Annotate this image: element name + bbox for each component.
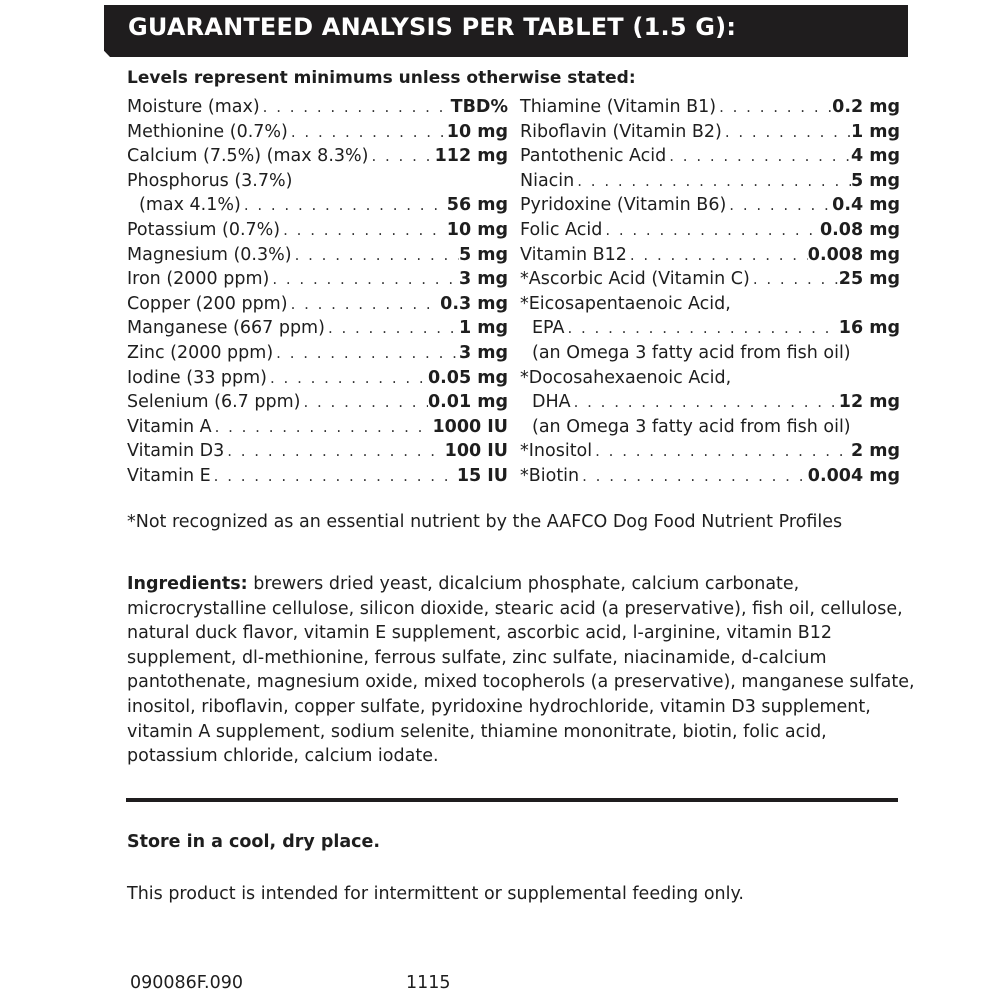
- analysis-row: [520, 341, 900, 366]
- leader-dots: [211, 464, 457, 489]
- analysis-row: [520, 267, 900, 292]
- analysis-row: [520, 120, 900, 145]
- nutrient-value: 0.05 mg: [427, 367, 508, 388]
- leader-dots: [564, 316, 838, 341]
- nutrient-name: *Biotin: [520, 465, 580, 486]
- nutrient-name: Riboflavin (Vitamin B2): [520, 121, 722, 142]
- analysis-row: [520, 439, 900, 464]
- nutrient-value: TBD%: [450, 97, 508, 117]
- nutrient-name: *Docosahexaenoic Acid,: [520, 367, 732, 388]
- leader-dots: [267, 366, 428, 391]
- analysis-row: [127, 169, 508, 194]
- analysis-column-left: [127, 95, 508, 489]
- analysis-row: [127, 144, 508, 169]
- storage-instruction: Store in a cool, dry place.: [127, 832, 381, 852]
- nutrient-name: Manganese (667 ppm): [127, 318, 325, 339]
- analysis-row: [520, 316, 900, 341]
- nutrient-name: DHA: [532, 392, 571, 413]
- nutrient-value: 1000 IU: [432, 416, 508, 437]
- analysis-row: [127, 464, 508, 489]
- nutrient-name: Zinc (2000 ppm): [127, 342, 274, 363]
- ingredients-paragraph: [127, 572, 917, 769]
- nutrient-name: *Eicosapentaenoic Acid,: [520, 293, 731, 314]
- analysis-subtitle: Levels represent minimums unless otherwise stated:: [127, 68, 636, 88]
- analysis-row: [127, 120, 508, 145]
- nutrient-value: 0.01 mg: [427, 392, 508, 413]
- nutrient-value: 16 mg: [838, 318, 900, 339]
- analysis-row: [127, 95, 508, 120]
- nutrient-name: EPA: [532, 318, 565, 339]
- analysis-row: [520, 193, 900, 218]
- nutrient-name: Vitamin A: [127, 416, 212, 437]
- analysis-row: [127, 341, 508, 366]
- divider: [126, 798, 898, 802]
- nutrient-value: 0.008 mg: [807, 244, 900, 265]
- nutrient-name: *Ascorbic Acid (Vitamin C): [520, 269, 750, 290]
- analysis-row: [127, 218, 508, 243]
- nutrient-name: Vitamin D3: [127, 441, 225, 462]
- analysis-row: [520, 366, 900, 391]
- nutrient-value: 12 mg: [838, 392, 900, 413]
- leader-dots: [212, 415, 433, 440]
- nutrient-value: 112 mg: [434, 146, 508, 167]
- leader-dots: [579, 464, 808, 489]
- leader-dots: [666, 144, 851, 169]
- nutrient-value: 10 mg: [446, 219, 508, 240]
- analysis-row: [520, 415, 900, 440]
- nutrient-name: Methionine (0.7%): [127, 121, 288, 142]
- nutrient-value: 2 mg: [850, 441, 900, 462]
- leader-dots: [602, 218, 820, 243]
- intended-use-statement: This product is intended for intermittent or supplemental feeding only.: [127, 884, 744, 904]
- nutrient-value: 0.08 mg: [819, 219, 900, 240]
- nutrient-value: 0.004 mg: [807, 465, 900, 486]
- analysis-row: [127, 316, 508, 341]
- date-code: 1115: [406, 973, 451, 993]
- analysis-row: [127, 390, 508, 415]
- analysis-column-right: [520, 95, 900, 489]
- leader-dots: [273, 341, 459, 366]
- nutrient-value: 25 mg: [838, 269, 900, 290]
- nutrient-name: Folic Acid: [520, 219, 603, 240]
- analysis-row: [127, 243, 508, 268]
- leader-dots: [627, 243, 808, 268]
- leader-dots: [571, 390, 839, 415]
- leader-dots: [722, 120, 851, 145]
- nutrient-value: 0.4 mg: [832, 195, 900, 216]
- nutrient-value: 5 mg: [458, 244, 508, 265]
- nutrient-name: *Inositol: [520, 441, 593, 462]
- nutrient-value: 3 mg: [458, 342, 508, 363]
- leader-dots: [716, 95, 832, 120]
- nutrient-name: Potassium (0.7%): [127, 219, 281, 240]
- nutrient-name: Vitamin B12: [520, 244, 627, 265]
- analysis-row: [520, 292, 900, 317]
- leader-dots: [288, 120, 447, 145]
- ingredients-text: brewers dried yeast, dicalcium phosphate, calcium carbonate, microcrystalline cellulose, silicon dioxide, stearic acid (a preservative), fish oil, cellulose, natural duck flavor, vitamin E supplement, ascorbic acid, l-arginine, vitamin B12 supplement, dl-methionine, ferrous sulfate, zinc sulfate, niacinamide, d-calcium pantothenate, magnesium oxide, mixed tocopherols (a preservative), manganese sulfate, inositol, riboflavin, copper sulfate, pyridoxine hydrochloride, vitamin D3 supplement, vitamin A supplement, sodium selenite, thiamine mononitrate, biotin, folic acid, potassium chloride, calcium iodate.: [127, 574, 915, 767]
- nutrient-name: Selenium (6.7 ppm): [127, 392, 301, 413]
- leader-dots: [288, 292, 441, 317]
- analysis-row: [520, 218, 900, 243]
- analysis-row: [127, 193, 508, 218]
- nutrient-value: 100 IU: [444, 441, 508, 462]
- analysis-row: [127, 267, 508, 292]
- nutrient-name: Vitamin E: [127, 465, 211, 486]
- nutrient-value: 0.3 mg: [440, 293, 508, 314]
- nutrient-name: Moisture (max): [127, 97, 260, 117]
- leader-dots: [292, 243, 459, 268]
- leader-dots: [224, 439, 444, 464]
- leader-dots: [592, 439, 851, 464]
- analysis-row: [520, 169, 900, 194]
- leader-dots: [368, 144, 434, 169]
- nutrient-note: (an Omega 3 fatty acid from fish oil): [532, 342, 851, 363]
- nutrient-name: Iodine (33 ppm): [127, 367, 268, 388]
- nutrient-note: (an Omega 3 fatty acid from fish oil): [532, 416, 851, 437]
- leader-dots: [300, 390, 427, 415]
- leader-dots: [241, 193, 447, 218]
- nutrient-name: Phosphorus (3.7%): [127, 170, 293, 191]
- nutrient-value: 0.2 mg: [832, 97, 900, 117]
- nutrient-name: Copper (200 ppm): [127, 293, 288, 314]
- analysis-row: [520, 95, 900, 120]
- leader-dots: [726, 193, 832, 218]
- analysis-row: [520, 144, 900, 169]
- nutrient-name: Calcium (7.5%) (max 8.3%): [127, 146, 369, 167]
- nutrient-value: 1 mg: [850, 121, 900, 142]
- leader-dots: [750, 267, 839, 292]
- nutrient-name: Thiamine (Vitamin B1): [520, 97, 717, 117]
- analysis-row: [127, 366, 508, 391]
- nutrient-value: 15 IU: [456, 465, 508, 486]
- analysis-row: [520, 390, 900, 415]
- analysis-row: [127, 415, 508, 440]
- aafco-footnote: *Not recognized as an essential nutrient by the AAFCO Dog Food Nutrient Profiles: [127, 512, 843, 532]
- nutrient-value: 4 mg: [850, 146, 900, 167]
- leader-dots: [325, 316, 459, 341]
- leader-dots: [574, 169, 851, 194]
- nutrient-name: Pyridoxine (Vitamin B6): [520, 195, 727, 216]
- leader-dots: [280, 218, 447, 243]
- nutrient-name: Pantothenic Acid: [520, 146, 667, 167]
- nutrient-name: Iron (2000 ppm): [127, 269, 270, 290]
- nutrient-name: (max 4.1%): [139, 195, 241, 216]
- nutrient-value: 10 mg: [446, 121, 508, 142]
- page-title: GUARANTEED ANALYSIS PER TABLET (1.5 G):: [128, 13, 737, 41]
- ingredients-label: Ingredients:: [127, 574, 248, 594]
- analysis-row: [127, 292, 508, 317]
- nutrient-value: 1 mg: [458, 318, 508, 339]
- leader-dots: [269, 267, 459, 292]
- nutrient-name: Magnesium (0.3%): [127, 244, 292, 265]
- analysis-row: [520, 464, 900, 489]
- nutrient-value: 56 mg: [446, 195, 508, 216]
- leader-dots: [260, 95, 451, 120]
- analysis-row: [127, 439, 508, 464]
- lot-code: 090086F.090: [130, 973, 244, 993]
- nutrient-name: Niacin: [520, 170, 575, 191]
- nutrient-value: 3 mg: [458, 269, 508, 290]
- analysis-row: [520, 243, 900, 268]
- nutrient-value: 5 mg: [850, 170, 900, 191]
